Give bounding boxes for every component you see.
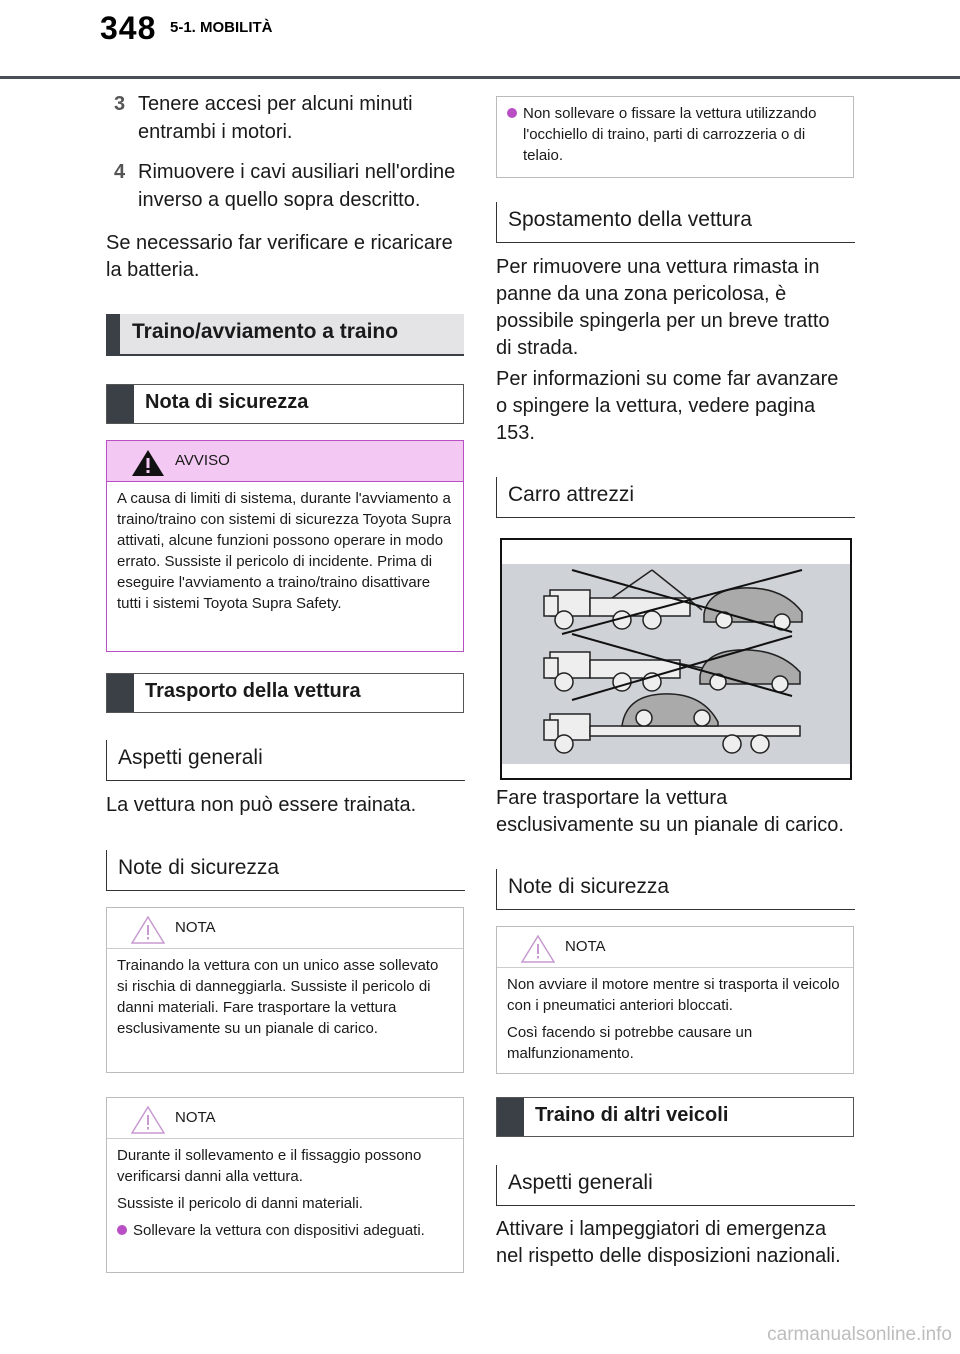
moving-paragraph-1: Per rimuovere una vettura rimasta in panne da una zona pericolosa, è possibile spingerla per un breve tratto di strada.: [496, 256, 830, 359]
note-notice-1: [106, 907, 464, 1073]
step-number: 4: [114, 161, 126, 183]
transport-box: [106, 673, 464, 713]
bullet-text: Non sollevare o fissare la vettura utilizzando l'occhiello di traino, parti di carrozzeria o di telaio.: [523, 105, 817, 164]
box-title: Nota di sicurezza: [145, 391, 309, 413]
step-text: Rimuovere i cavi ausiliari nell'ordine inverso a quello sopra descritto.: [138, 161, 456, 211]
note-notice-3: [496, 926, 854, 1074]
bullet-dot-icon: [507, 108, 517, 118]
subhead-general: [106, 740, 465, 781]
subhead-general-right: [496, 1165, 855, 1206]
notice-label: AVVISO: [175, 452, 230, 469]
subhead-safety-notes: [106, 850, 465, 891]
warning-notice: [106, 440, 464, 652]
note-text: Non avviare il motore mentre si trasporta il veicolo con i pneumatici anteriori bloccati.: [507, 976, 840, 1014]
bullet-dot-icon: [117, 1225, 127, 1235]
notice-label: NOTA: [175, 1109, 216, 1126]
caution-triangle-icon: [131, 916, 165, 944]
note-text: Così facendo si potrebbe causare un malfunzionamento.: [507, 1024, 753, 1062]
step-4: [104, 158, 464, 214]
note-continuation: [496, 96, 854, 178]
caution-triangle-icon: [131, 1106, 165, 1134]
step-3: [104, 90, 464, 146]
subhead-title: Aspetti generali: [508, 1171, 653, 1194]
step-number: 3: [114, 93, 126, 115]
battery-paragraph: Se necessario far verificare e ricaricare la batteria.: [106, 232, 453, 281]
subhead-moving: [496, 202, 855, 243]
general-paragraph: La vettura non può essere trainata.: [106, 794, 417, 816]
note-text: Durante il sollevamento e il fissaggio possono verificarsi danni alla vettura.: [117, 1147, 422, 1185]
towing-methods-image: [502, 540, 850, 778]
warning-text: A causa di limiti di sistema, durante l'avviamento a traino/traino con sistemi di sicurezza Toyota Supra attivati, alcune funzioni possono operare in modo errato. Sussiste il pericolo di incidente. Prima di eseguire l'avviamento a traino/traino disattivare tutti i sistemi Toyota Supra Safety.: [117, 490, 452, 612]
subhead-title: Note di sicurezza: [508, 875, 670, 898]
notice-label: NOTA: [565, 938, 606, 955]
note-text: Sussiste il pericolo di danni materiali.: [117, 1195, 363, 1212]
notice-label: NOTA: [175, 919, 216, 936]
moving-paragraph-2: Per informazioni su come far avanzare o spingere la vettura, vedere pagina 153.: [496, 368, 839, 444]
header-rule: [0, 76, 960, 79]
other-vehicles-box: [496, 1097, 854, 1137]
note-bullet: [507, 103, 843, 166]
subhead-title: Spostamento della vettura: [508, 208, 752, 231]
watermark: carmanualsonline.info: [767, 1324, 952, 1345]
chapter-title: 5-1. MOBILITÀ: [170, 19, 273, 36]
bullet-text: Sollevare la vettura con dispositivi adeguati.: [133, 1222, 425, 1239]
other-vehicles-paragraph: Attivare i lampeggiatori di emergenza nel rispetto delle disposizioni nazionali.: [496, 1218, 841, 1267]
subhead-safety-notes-right: [496, 869, 855, 910]
tow-truck-illustration: [500, 538, 852, 780]
subhead-tow-truck: [496, 477, 855, 518]
box-title: Traino di altri veicoli: [535, 1104, 729, 1126]
caution-triangle-icon: [521, 935, 555, 963]
section-title: Traino/avviamento a traino: [132, 320, 399, 343]
tow-truck-paragraph: Fare trasportare la vettura esclusivamente su un pianale di carico.: [496, 787, 844, 836]
note-text: Trainando la vettura con un unico asse sollevato si rischia di danneggiarla. Sussiste il pericolo di danni materiali. Fare trasportare la vettura esclusivamente su un pianale di carico.: [117, 957, 439, 1037]
subhead-title: Aspetti generali: [118, 746, 263, 769]
subhead-title: Carro attrezzi: [508, 483, 635, 506]
page-number: 348: [100, 10, 157, 46]
box-title: Trasporto della vettura: [145, 680, 361, 702]
section-band-towing: [106, 314, 464, 356]
step-text: Tenere accesi per alcuni minuti entrambi i motori.: [138, 93, 413, 143]
note-notice-2: [106, 1097, 464, 1273]
note-bullet: [117, 1220, 453, 1241]
subhead-title: Note di sicurezza: [118, 856, 280, 879]
safety-note-box: [106, 384, 464, 424]
warning-triangle-icon: [131, 449, 165, 477]
